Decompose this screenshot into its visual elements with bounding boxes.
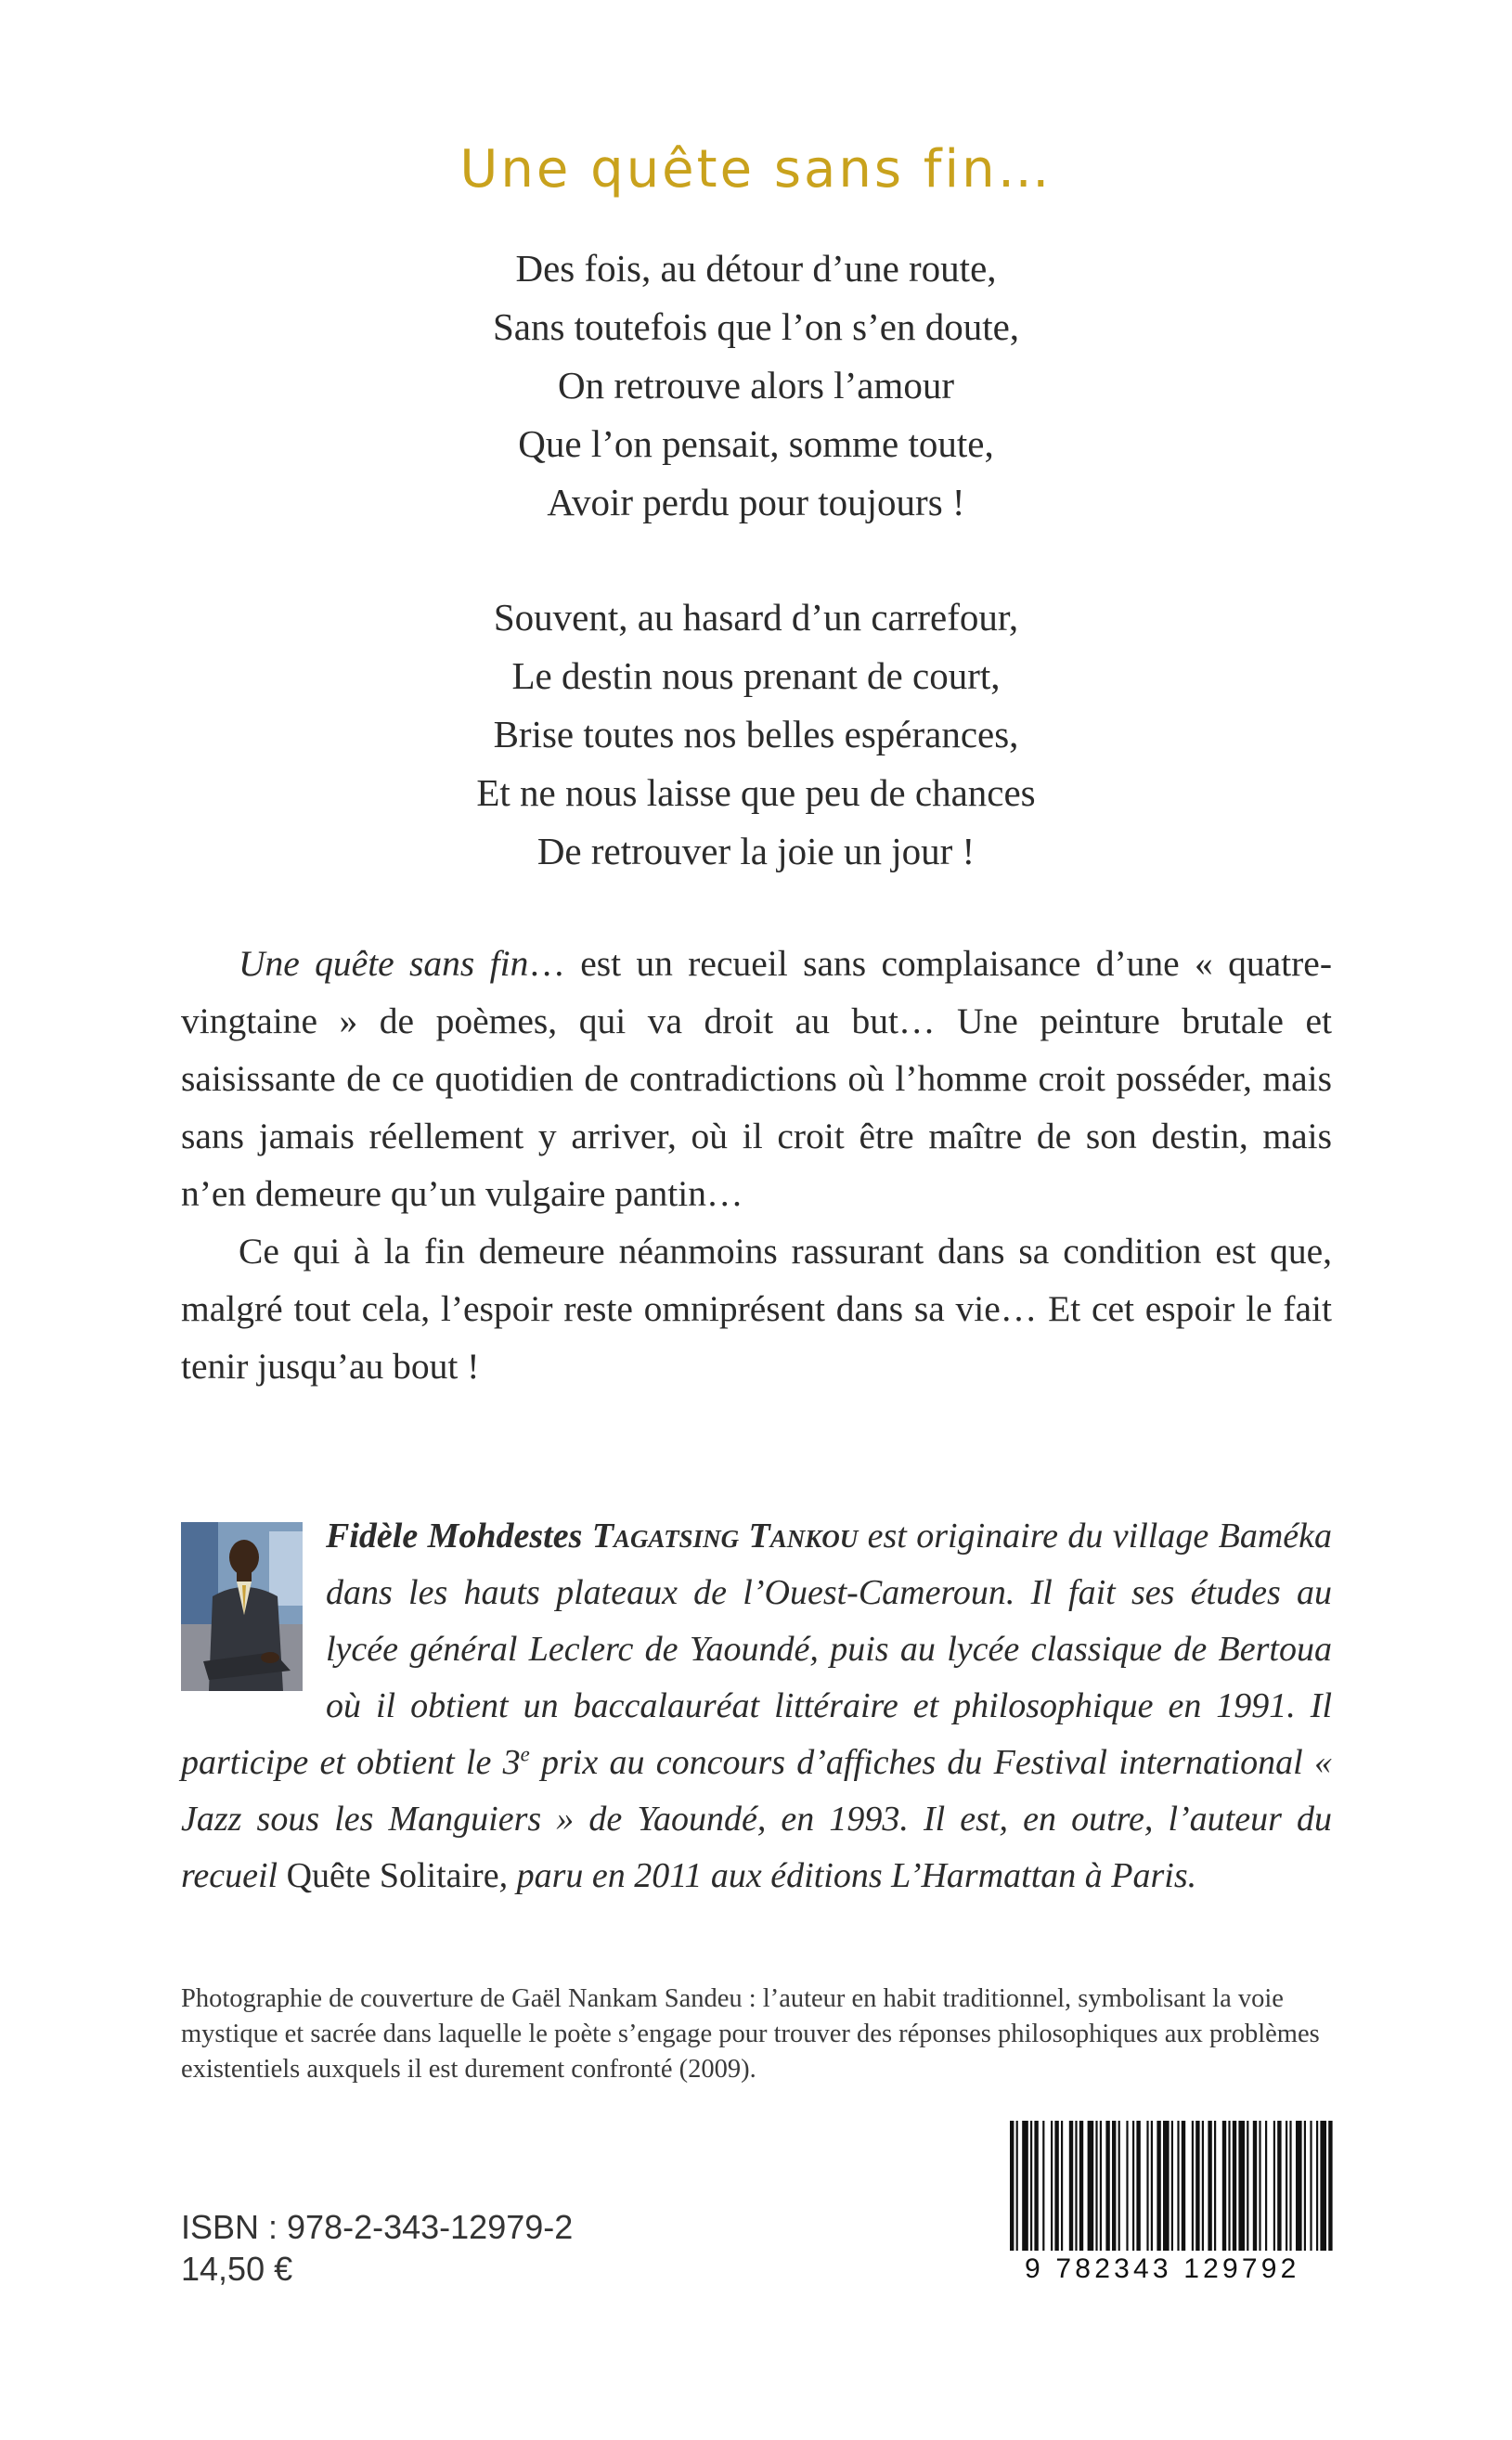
barcode-bar [1222, 2121, 1226, 2269]
barcode-bar [1286, 2121, 1287, 2269]
description-book-title: Une quête sans fin [239, 943, 529, 984]
description-paragraph-2: Ce qui à la fin demeure néanmoins rassurant dans sa condition est que, malgré tout cela, l’espoir reste omniprésent dans sa vie… Et cet espoir le fait tenir jusqu’au bout ! [181, 1231, 1332, 1387]
barcode-bar [1228, 2121, 1230, 2269]
barcode-bar [1054, 2121, 1058, 2269]
barcode-bar [1100, 2121, 1102, 2269]
barcode-bar [1151, 2121, 1153, 2269]
barcode-bar [1316, 2121, 1318, 2269]
barcode-bar [1247, 2121, 1248, 2269]
barcode-bar [1214, 2121, 1216, 2269]
barcode-bar [1265, 2121, 1267, 2269]
barcode-bar [1157, 2121, 1160, 2269]
author-bio [181, 1508, 1332, 1904]
book-description [181, 935, 1332, 1395]
barcode-bar [1328, 2121, 1332, 2269]
poem-line: Le destin nous prenant de court, [511, 654, 1001, 697]
poem-line: Et ne nous laisse que peu de chances [476, 771, 1036, 814]
bio-text: , paru en 2011 aux éditions L’Harmattan à Paris. [498, 1856, 1197, 1895]
barcode-bar [1296, 2121, 1302, 2269]
barcode-bar [1238, 2121, 1245, 2269]
barcode-bar [1075, 2121, 1077, 2269]
book-title: Une quête sans fin… [459, 139, 1053, 200]
barcode-bar [1310, 2121, 1312, 2269]
poem-line: Que l’on pensait, somme toute, [518, 422, 994, 465]
poem-stanza-2 [0, 588, 1512, 881]
barcode-bar [1163, 2121, 1170, 2269]
barcode-bar [1022, 2121, 1028, 2269]
poem-line: Des fois, au détour d’une route, [515, 247, 997, 290]
author-photo [181, 1522, 303, 1691]
barcode-bar [1195, 2121, 1199, 2269]
bio-superscript: e [520, 1742, 530, 1766]
poem-line: De retrouver la joie un jour ! [536, 830, 976, 872]
barcode-bars [1002, 2121, 1337, 2269]
author-surname: Tagatsing Tankou [591, 1517, 859, 1556]
barcode-bar [1253, 2121, 1257, 2269]
author-photo-illustration [181, 1522, 303, 1691]
isbn: ISBN : 978-2-343-12979-2 [181, 2208, 574, 2246]
bio-text: est originaire du village Baméka dans les hauts plateaux de l’Ouest-Cameroun. Il fait ses études au lycée général Leclerc de Yaoundé, puis au lycée classique de Bertoua où il obtient un baccalauréat littéraire et philosophique en 1991. Il participe et obtient le 3 [181, 1517, 1332, 1782]
barcode-bar [1126, 2121, 1128, 2269]
barcode-bar [1061, 2121, 1063, 2269]
price: 14,50 € [181, 2250, 293, 2288]
barcode-bar [1016, 2121, 1018, 2269]
poem-line: Sans toutefois que l’on s’en doute, [492, 305, 1020, 348]
barcode-bar [1192, 2121, 1194, 2269]
barcode-bar [1320, 2121, 1326, 2269]
barcode-bar [1233, 2121, 1236, 2269]
description-paragraph-1 [181, 935, 1332, 1222]
barcode-bar [1069, 2121, 1073, 2269]
barcode-bar [1034, 2121, 1038, 2269]
barcode-bar [1095, 2121, 1097, 2269]
barcode-bar [1042, 2121, 1044, 2269]
barcode-bar [1289, 2121, 1291, 2269]
barcode-bar [1051, 2121, 1053, 2269]
barcode-bar [1079, 2121, 1083, 2269]
bio-text: prix au concours d’affiches du Festival international « Jazz sous les Manguiers » de Yaoundé, en 1993. Il est, en outre, l’auteur du recueil [181, 1743, 1332, 1895]
barcode-bar [1136, 2121, 1140, 2269]
barcode-bar [1088, 2121, 1094, 2269]
barcode-bar [1304, 2121, 1306, 2269]
barcode-bar [1277, 2121, 1281, 2269]
barcode-bar [1177, 2121, 1179, 2269]
barcode-bar [1273, 2121, 1275, 2269]
barcode-bar [1118, 2121, 1120, 2269]
barcode-digits: 9 782343 129792 [1002, 2251, 1337, 2288]
barcode-bar [1105, 2121, 1109, 2269]
barcode-bar [1202, 2121, 1204, 2269]
barcode-bar [1030, 2121, 1032, 2269]
barcode [1002, 2121, 1337, 2286]
isbn-price-block [181, 2206, 573, 2290]
barcode-bar [1132, 2121, 1134, 2269]
author-first-names: Fidèle Mohdestes [326, 1517, 583, 1556]
bio-book-title: Quête Solitaire [286, 1856, 499, 1895]
description-text: … est un recueil sans complaisance d’une « quatre-vingtaine » de poèmes, qui va droit au but… Une peinture brutale et saisissante de ce quotidien de contradictions où l’homme croit posséder, mais sans jamais réellement y arriver, où il croit être maître de son destin, mais n’en demeure qu’un vulgaire pantin… [181, 943, 1332, 1214]
barcode-bar [1146, 2121, 1148, 2269]
barcode-bar [1112, 2121, 1116, 2269]
barcode-bar [1010, 2121, 1014, 2269]
poem-stanza-1 [0, 239, 1512, 532]
poem-line: On retrouve alors l’amour [558, 364, 954, 407]
poem-line: Souvent, au hasard d’un carrefour, [493, 596, 1019, 639]
poem-line: Avoir perdu pour toujours ! [547, 481, 965, 523]
barcode-bar [1259, 2121, 1260, 2269]
barcode-bar [1171, 2121, 1173, 2269]
photo-credit: Photographie de couverture de Gaël Nankam Sandeu : l’auteur en habit traditionnel, symbolisant la voie mystique et sacrée dans laquelle le poète s’engage pour trouver des réponses philosophiques aux problèmes existentiels auxquels il est durement confronté (2009). [181, 1984, 1320, 2084]
poem-line: Brise toutes nos belles espérances, [493, 713, 1019, 755]
barcode-bar [1208, 2121, 1211, 2269]
barcode-bar [1182, 2121, 1185, 2269]
